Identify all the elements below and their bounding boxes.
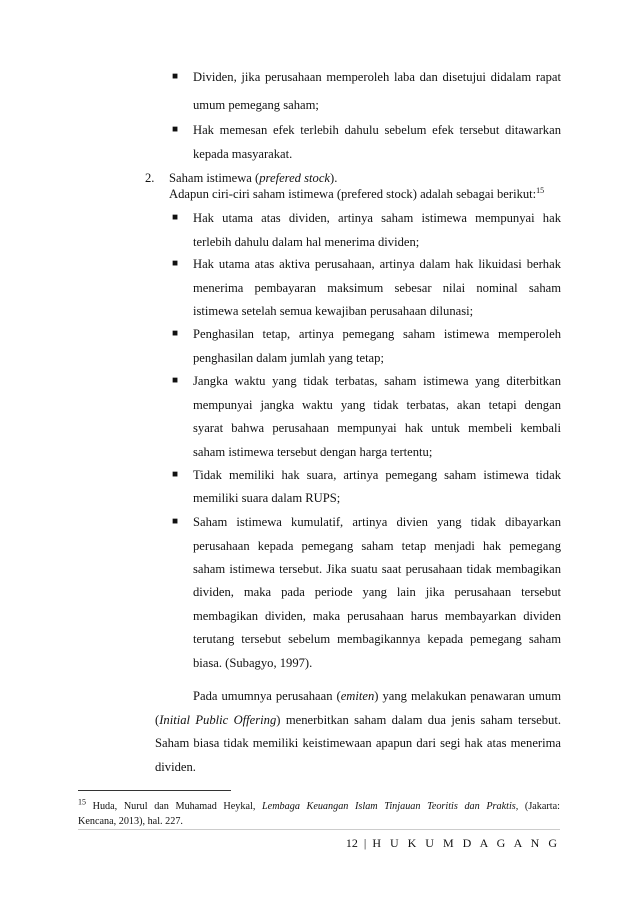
list-item-line: Hak utama atas aktiva perusahaan, artinya dalam hak likuidasi berhak xyxy=(193,257,561,271)
list-item-line: terutang tersebut sebelum membagikannya kepada pemegang saham xyxy=(193,632,561,646)
list-item-line: menerima pembayaran maksimum sebesar nilai nominal saham xyxy=(193,281,561,295)
paragraph-line: (Initial Public Offering) menerbitkan saham dalam dua jenis saham tersebut. xyxy=(155,713,562,727)
paragraph-line: dividen. xyxy=(155,760,196,774)
list-item-line: memiliki suara dalam RUPS; xyxy=(193,491,341,505)
list-item-line: saham istimewa tersebut. Jika suatu saat perusahaan tidak membagikan xyxy=(193,562,561,576)
bullet-icon: ■ xyxy=(172,516,179,527)
list-item-line: Saham istimewa kumulatif, artinya divien yang tidak dibayarkan xyxy=(193,515,561,529)
footnote-line: $^{15}$ Huda, Nurul dan Muhamad Heykal, Lembaga Keuangan Islam Tinjauan Teoritis dan Praktis, (Jakarta: xyxy=(78,797,560,812)
list-item-line: umum pemegang saham; xyxy=(193,98,319,112)
list-item-line: dividen, maka pada periode yang lain jika perusahaan tersebut xyxy=(193,585,561,599)
list-item-line: Penghasilan tetap, artinya pemegang saham istimewa memperoleh xyxy=(193,327,561,341)
footer-divider xyxy=(78,829,560,830)
list-item-line: membagikan dividen, maka perusahaan harus membayarkan dividen xyxy=(193,609,561,623)
bullet-icon: ■ xyxy=(172,328,179,339)
section-title: Saham istimewa (prefered stock). xyxy=(169,171,338,185)
footer-title: H U K U M D A G A N G xyxy=(372,836,560,850)
bullet-icon: ■ xyxy=(172,124,179,135)
footer-separator: | xyxy=(363,836,367,850)
list-item-line: penghasilan dalam jumlah yang tetap; xyxy=(193,351,384,365)
section-intro: Adapun ciri-ciri saham istimewa (prefered stock) adalah sebagai berikut:$^{15}$ xyxy=(169,185,545,201)
list-item-line: Jangka waktu yang tidak terbatas, saham istimewa yang diterbitkan xyxy=(193,374,561,388)
bullet-icon: ■ xyxy=(172,375,179,386)
list-item-line: kepada masyarakat. xyxy=(193,147,293,161)
list-item-line: Hak utama atas dividen, artinya saham istimewa mempunyai hak xyxy=(193,211,561,225)
bullet-icon: ■ xyxy=(172,469,179,480)
list-item-line: saham istimewa tersebut dengan harga tertentu; xyxy=(193,445,433,459)
list-item-line: Tidak memiliki hak suara, artinya pemegang saham istimewa tidak xyxy=(193,468,561,482)
page-number: 12 xyxy=(345,836,358,850)
bullet-icon: ■ xyxy=(172,71,179,82)
list-item-line: istimewa setelah semua kewajiban perusahaan dilunasi; xyxy=(193,304,474,318)
list-item-line: Dividen, jika perusahaan memperoleh laba dan disetujui didalam rapat xyxy=(193,70,561,84)
footnote-line: Kencana, 2013), hal. 227. xyxy=(78,816,183,827)
list-item-line: perusahaan kepada pemegang saham tetap menjadi hak pemegang xyxy=(193,539,561,553)
paragraph-line: Saham biasa tidak memiliki keistimewaan apapun dari segi hak atas menerima xyxy=(155,736,561,750)
page-footer xyxy=(346,836,560,851)
list-item-line: terlebih dahulu dalam hal menerima dividen; xyxy=(193,235,420,249)
list-item-line: biasa. (Subagyo, 1997). xyxy=(193,656,313,670)
bullet-icon: ■ xyxy=(172,258,179,269)
paragraph-line: Pada umumnya perusahaan (emiten) yang melakukan penawaran umum xyxy=(193,689,561,703)
list-item-line: mempunyai jangka waktu yang tidak terbatas, akan tetapi dengan xyxy=(193,398,561,412)
section-number: 2. xyxy=(145,171,155,185)
bullet-icon: ■ xyxy=(172,212,179,223)
list-item-line: Hak memesan efek terlebih dahulu sebelum efek tersebut ditawarkan xyxy=(193,123,561,137)
footnote-divider xyxy=(78,790,231,791)
list-item-line: syarat bahwa perusahaan mempunyai hak untuk membeli kembali xyxy=(193,421,561,435)
